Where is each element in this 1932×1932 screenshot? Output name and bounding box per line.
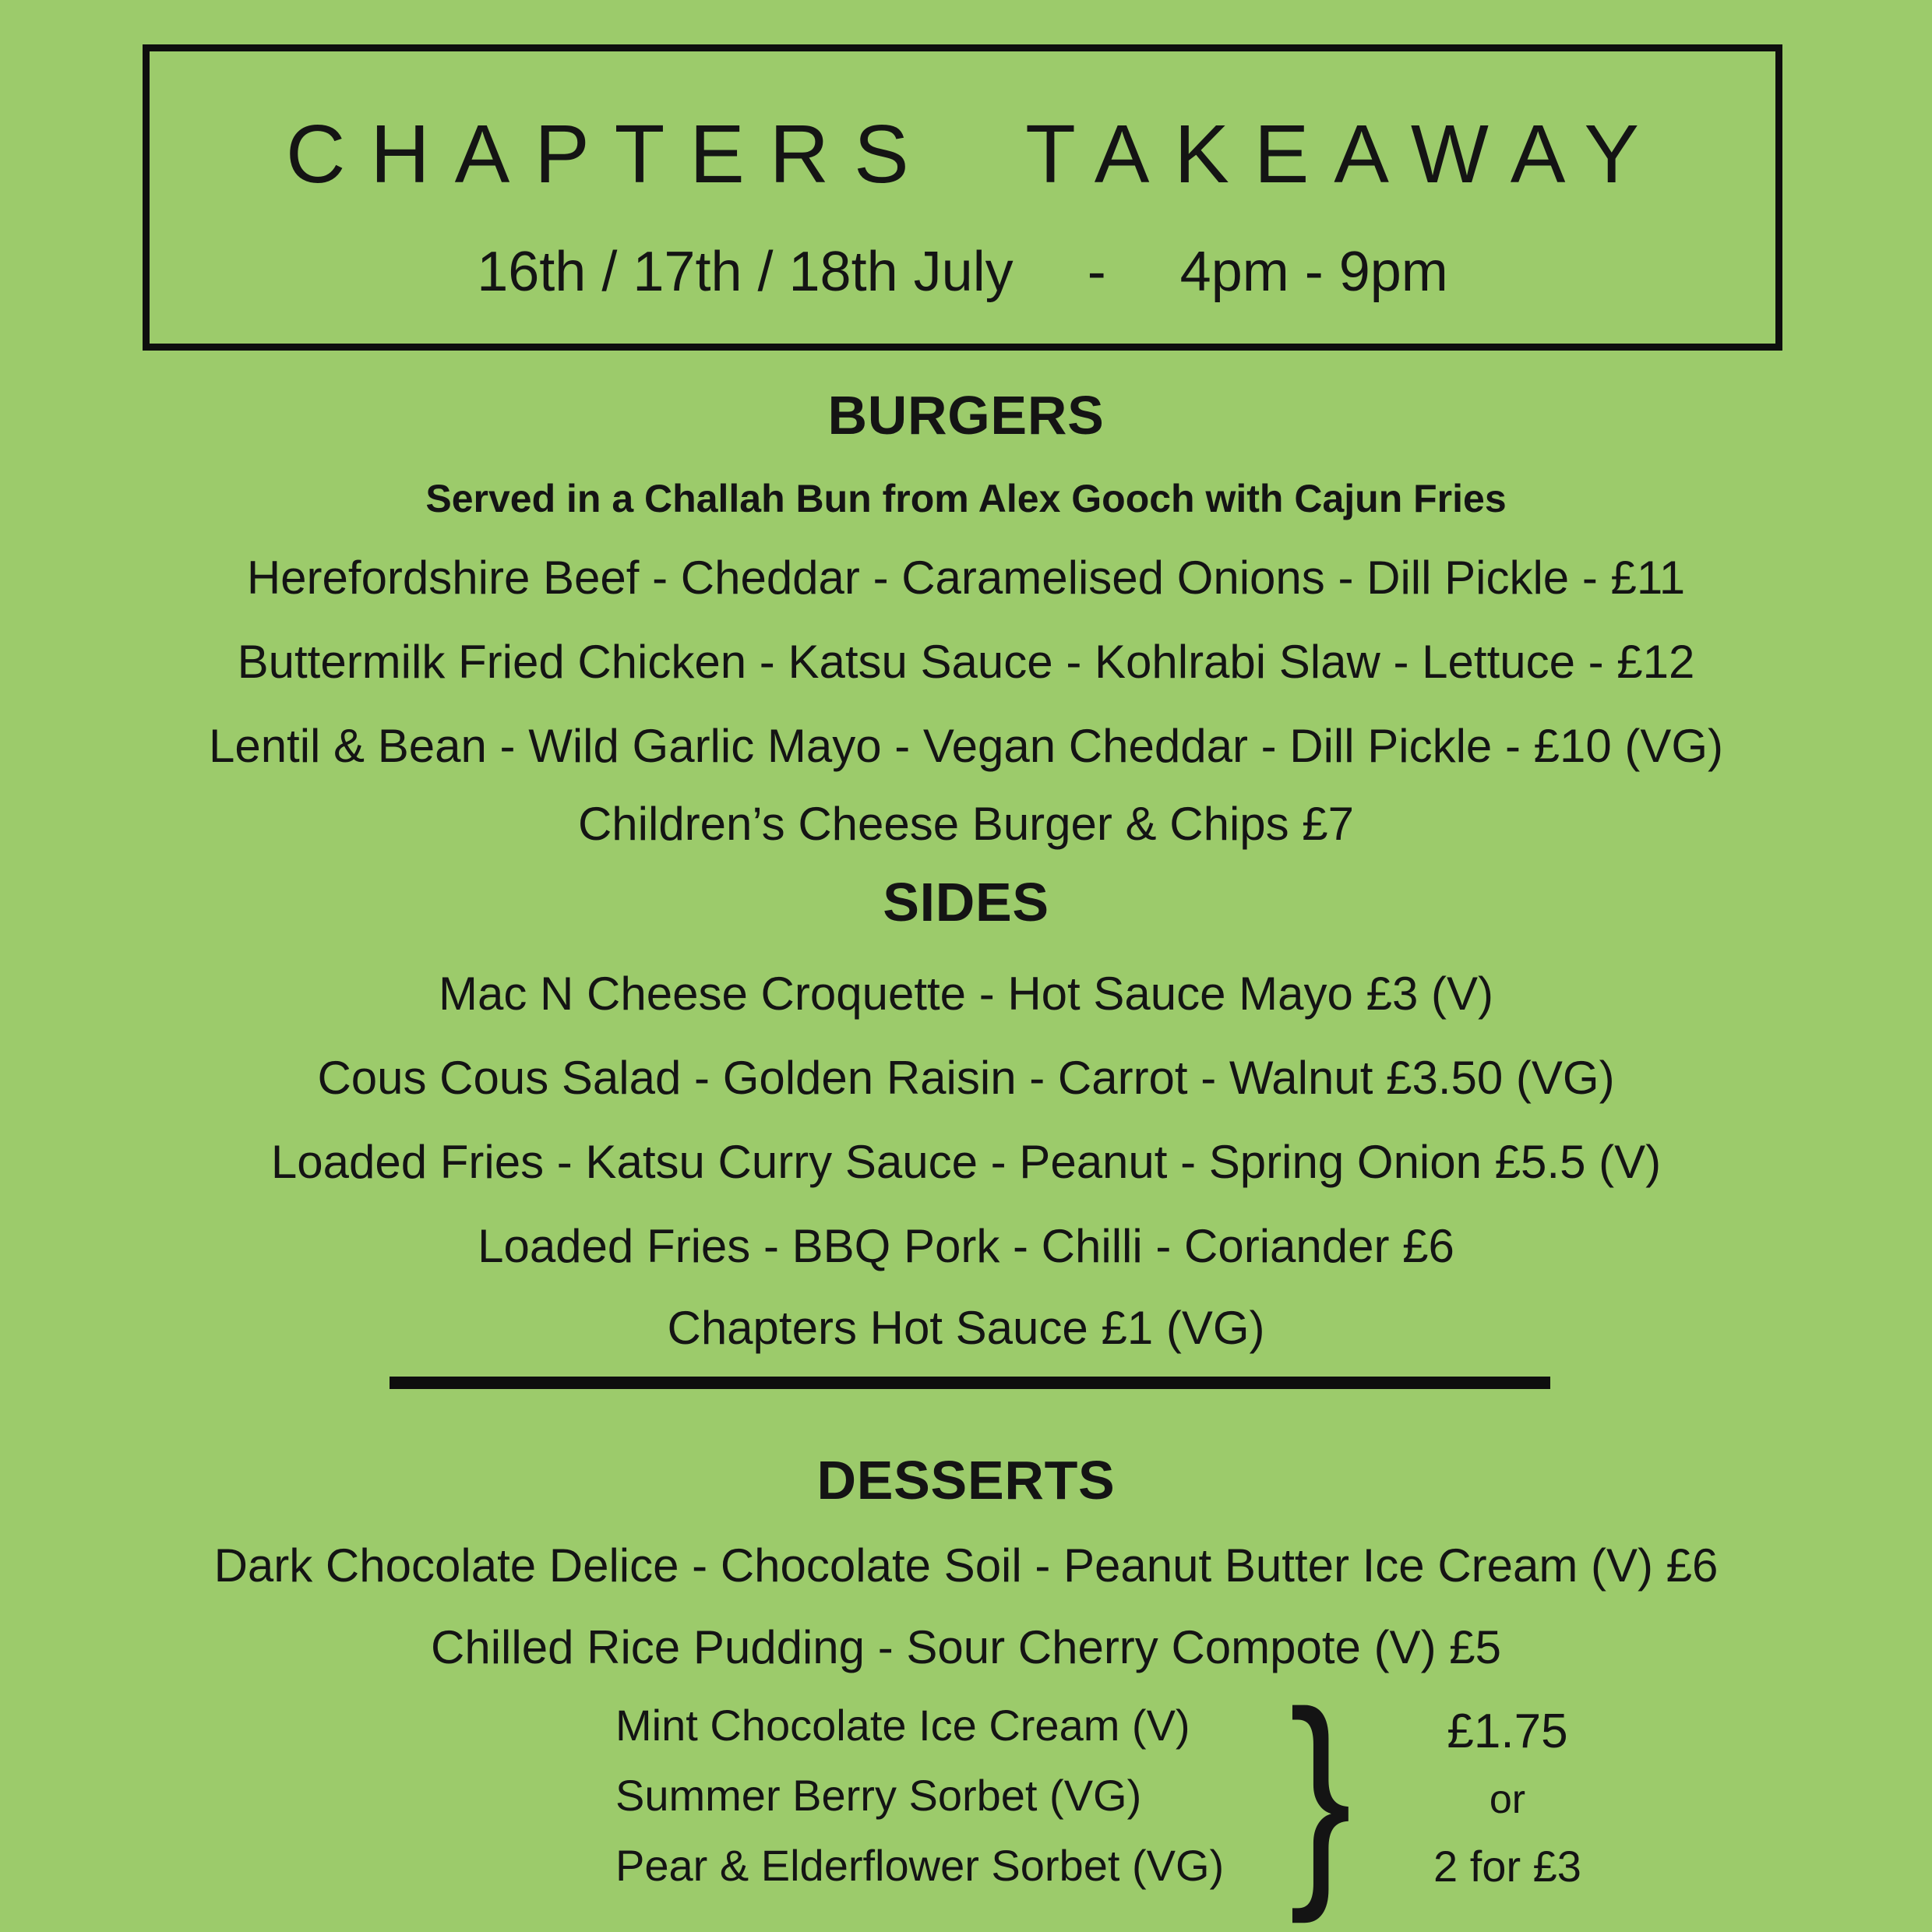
menu-item-burger-chicken: Buttermilk Fried Chicken - Katsu Sauce - Kohlrabi Slaw - Lettuce - £12 xyxy=(237,636,1695,688)
menu-item-side-loaded-fries-katsu: Loaded Fries - Katsu Curry Sauce - Peanut - Spring Onion £5.5 (V) xyxy=(270,1136,1662,1188)
menu-item-side-couscous: Cous Cous Salad - Golden Raisin - Carrot - Walnut £3.50 (VG) xyxy=(317,1052,1615,1104)
menu-item-burger-lentil: Lentil & Bean - Wild Garlic Mayo - Vegan Cheddar - Dill Pickle - £10 (VG) xyxy=(208,720,1724,772)
page-title: CHAPTERS TAKEAWAY xyxy=(285,108,1664,200)
menu-item-dessert-mint-choc: Mint Chocolate Ice Cream (V) xyxy=(615,1701,1190,1750)
event-dates: 16th / 17th / 18th July xyxy=(477,240,1014,303)
single-scoop-price: £1.75 xyxy=(1447,1705,1568,1758)
curly-brace-icon: } xyxy=(1289,1662,1352,1924)
schedule-separator: - xyxy=(1087,240,1106,303)
header-box xyxy=(143,44,1782,351)
section-heading-sides: SIDES xyxy=(883,872,1049,933)
menu-item-side-hot-sauce: Chapters Hot Sauce £1 (VG) xyxy=(667,1302,1265,1354)
menu-item-burger-beef: Herefordshire Beef - Cheddar - Caramelised Onions - Dill Pickle - £11 xyxy=(246,552,1686,604)
section-heading-desserts: DESSERTS xyxy=(816,1450,1116,1511)
double-scoop-price: 2 for £3 xyxy=(1433,1842,1581,1891)
menu-item-dessert-pear-sorbet: Pear & Elderflower Sorbet (VG) xyxy=(615,1841,1225,1890)
dessert-choice-prices xyxy=(1394,1705,1620,1891)
menu-item-dessert-berry-sorbet: Summer Berry Sorbet (VG) xyxy=(615,1771,1142,1820)
dessert-choice-list xyxy=(615,1690,1224,1901)
menu-item-dessert-delice: Dark Chocolate Delice - Chocolate Soil - Peanut Butter Ice Cream (V) £6 xyxy=(213,1539,1719,1592)
section-heading-burgers: BURGERS xyxy=(827,385,1105,446)
menu-item-burger-children: Children’s Cheese Burger & Chips £7 xyxy=(577,798,1355,850)
menu-item-dessert-rice-pudding: Chilled Rice Pudding - Sour Cherry Compote (V) £5 xyxy=(431,1621,1501,1673)
burgers-note: Served in a Challah Bun from Alex Gooch with Cajun Fries xyxy=(425,477,1507,520)
or-label: or xyxy=(1489,1777,1526,1822)
event-hours: 4pm - 9pm xyxy=(1179,240,1448,303)
section-divider xyxy=(390,1377,1550,1389)
menu-item-side-croquette: Mac N Cheese Croquette - Hot Sauce Mayo £3 (V) xyxy=(439,968,1493,1020)
event-schedule xyxy=(477,240,1448,303)
menu-item-side-loaded-fries-bbq: Loaded Fries - BBQ Pork - Chilli - Coriander £6 xyxy=(478,1220,1454,1272)
